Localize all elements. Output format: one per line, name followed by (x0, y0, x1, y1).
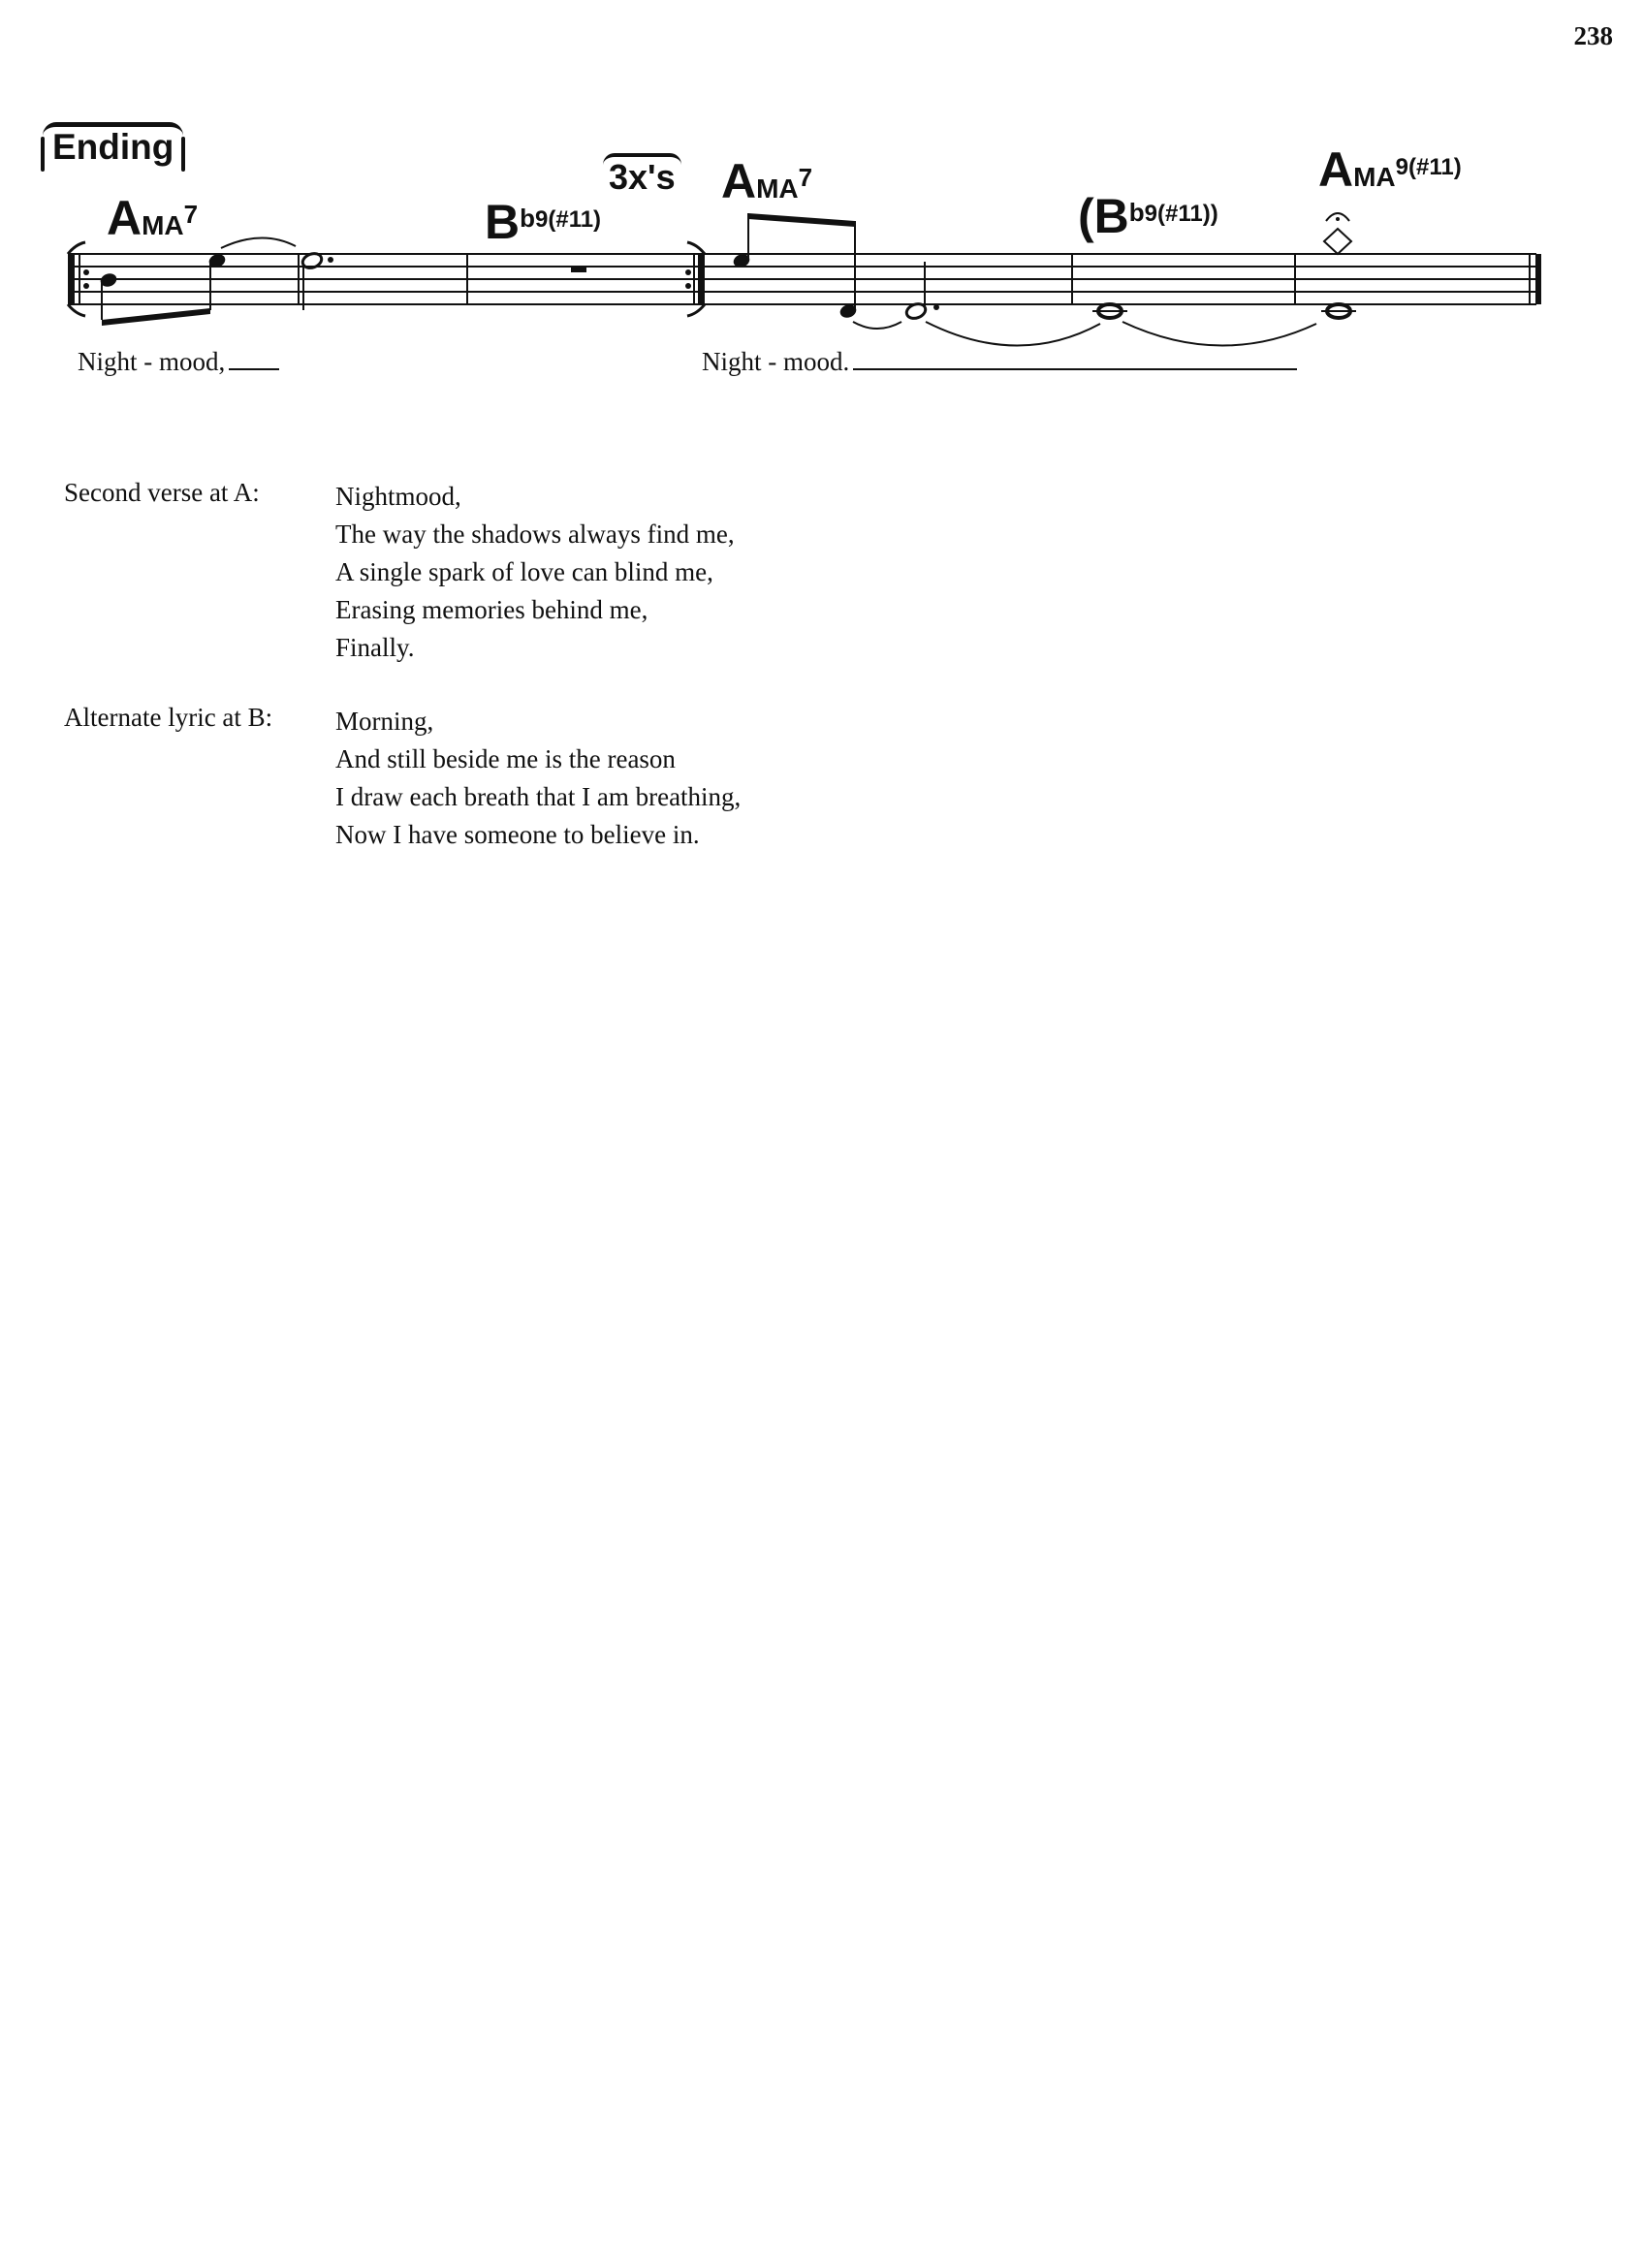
verse-line: And still beside me is the reason (335, 744, 676, 773)
staff-lines (68, 254, 1536, 304)
chord-bb9-sharp11-optional: ($B^{b9(\#11))}$ (1078, 189, 1218, 243)
note-eighth-c (99, 272, 117, 320)
verse-lines (335, 478, 735, 667)
fermata-icon (1326, 213, 1349, 221)
tie-4 (1122, 322, 1316, 346)
chord-bb9-sharp11: $B^{b9(\#11)}$ (485, 195, 602, 249)
lyric-line-1: Night - mood, (78, 347, 279, 377)
tie-2 (853, 322, 901, 329)
verse-line: Nightmood, (335, 482, 461, 511)
verse-lines (335, 703, 741, 854)
tie-1 (221, 237, 296, 248)
verse-line: Now I have someone to believe in. (335, 820, 700, 849)
verse-line: Morning, (335, 707, 434, 736)
beam-1 (102, 308, 210, 326)
page-number: 238 (1573, 21, 1613, 50)
tie-3 (926, 322, 1100, 346)
repeat-count-note: 3x's (603, 153, 681, 198)
note-whole-e-final (1321, 304, 1356, 318)
verse-line: Erasing memories behind me, (335, 595, 648, 624)
section-label-text: Ending (52, 127, 174, 167)
beam-2 (748, 213, 855, 227)
verse-line: A single spark of love can blind me, (335, 557, 713, 586)
chord-a-major7-2: AMA$^7$ (721, 154, 813, 208)
note-eighth-e (207, 253, 226, 310)
verse-label: Second verse at A: (64, 478, 260, 507)
verse-line: I draw each breath that I am breathing, (335, 782, 742, 811)
lyric-extender-1 (229, 366, 279, 370)
note-dotted-half-e (300, 251, 333, 310)
whole-rest (571, 267, 586, 272)
diamond-harmonic-icon (1324, 229, 1351, 254)
note-whole-e (1092, 304, 1127, 318)
lyric-line-2: Night - mood. (702, 347, 1297, 377)
verse-line: The way the shadows always find me, (335, 520, 735, 549)
chord-a-major9-sharp11: $AMA^{9(\#11)}$ (1318, 142, 1462, 197)
verse-label: Alternate lyric at B: (64, 703, 273, 732)
chord-a-major7-1: AMA$^7$ (107, 191, 199, 245)
music-staff (0, 0, 1644, 407)
note-eighth-e-high (732, 213, 750, 268)
lyric-extender-2 (853, 366, 1297, 370)
verse-line: Finally. (335, 633, 415, 662)
